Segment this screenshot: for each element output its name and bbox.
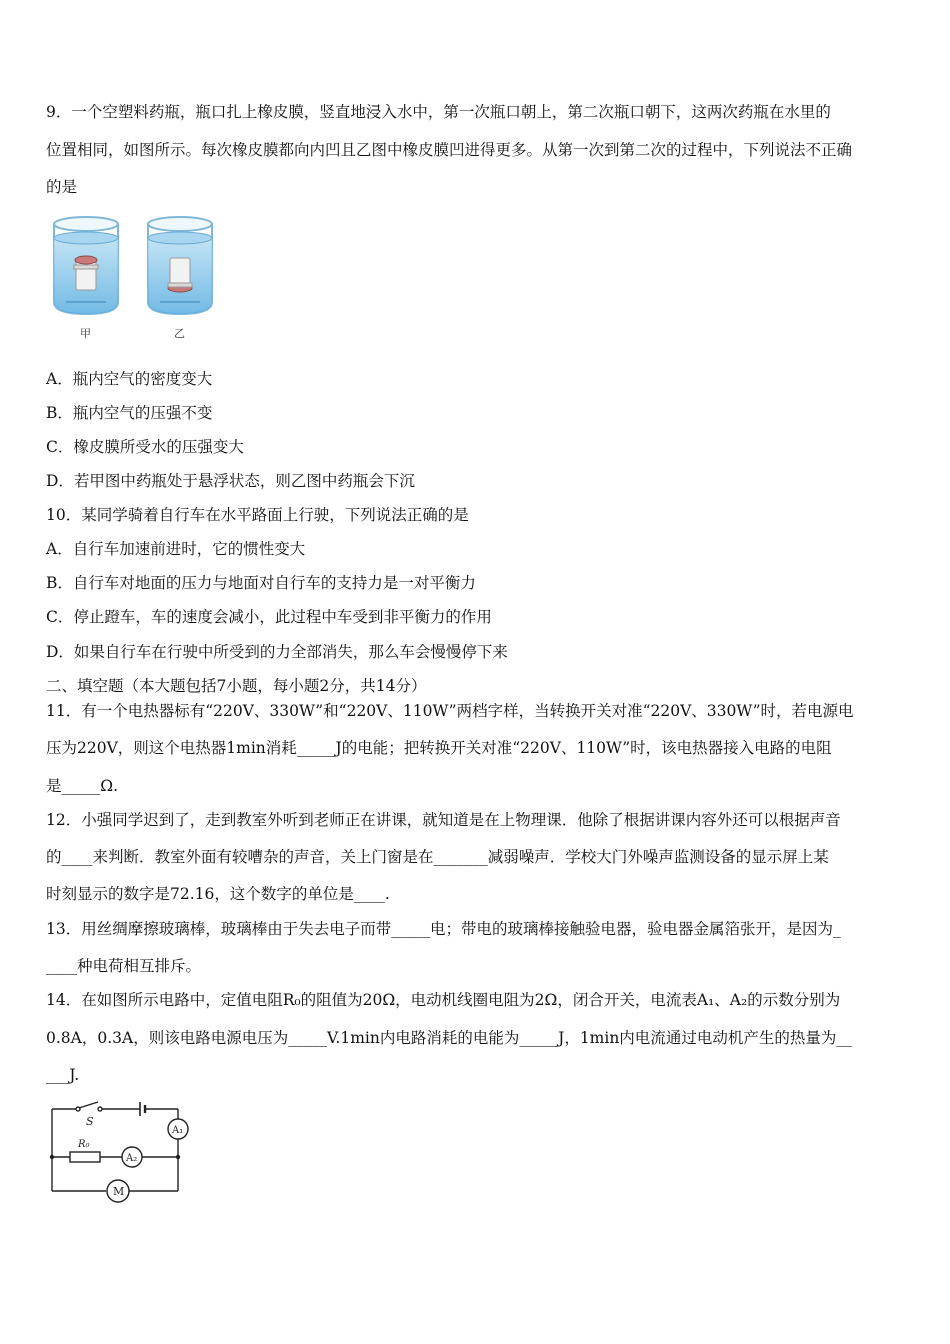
section-heading-fill-in: 二、填空题（本大题包括7小题，每小题2分，共14分） [46, 677, 427, 695]
q11-line-3: 是_____Ω. [46, 777, 119, 795]
q10-option-c: C．停止蹬车，车的速度会减小，此过程中车受到非平衡力的作用 [46, 608, 492, 626]
q9-option-c: C．橡皮膜所受水的压强变大 [46, 438, 244, 456]
q9-option-a: A．瓶内空气的密度变大 [46, 370, 213, 388]
q9-option-d: D．若甲图中药瓶处于悬浮状态，则乙图中药瓶会下沉 [46, 472, 415, 490]
q12-line-3: 时刻显示的数字是72.16，这个数字的单位是____. [46, 885, 390, 903]
q14-line-1: 14．在如图所示电路中，定值电阻R₀的阻值为20Ω，电动机线圈电阻为2Ω，闭合开关，电流表A₁、A₂的示数分别为 [46, 991, 841, 1009]
q10-option-d: D．如果自行车在行驶中所受到的力全部消失，那么车会慢慢停下来 [46, 643, 508, 661]
q14-line-3: ___J. [46, 1066, 80, 1084]
q9-stem-line-3: 的是 [46, 178, 78, 196]
switch-label: S [86, 1115, 94, 1128]
ammeter-a1-label: A₁ [172, 1125, 184, 1136]
q14-circuit-figure [46, 1095, 202, 1205]
q9-beakers-figure [46, 210, 226, 345]
q14-line-2: 0.8A，0.3A，则该电路电源电压为_____V.1min内电路消耗的电能为_____J，1min内电流通过电动机产生的热量为__ [46, 1029, 852, 1047]
q12-line-1: 12．小强同学迟到了，走到教室外听到老师正在讲课，就知道是在上物理课．他除了根据讲课内容外还可以根据声音 [46, 811, 841, 829]
q9-stem-line-1: 9．一个空塑料药瓶，瓶口扎上橡皮膜，竖直地浸入水中，第一次瓶口朝上，第二次瓶口朝下，这两次药瓶在水里的 [46, 103, 831, 121]
q11-line-1: 11．有一个电热器标有“220V、330W”和“220V、110W”两档字样，当转换开关对准“220V、330W”时，若电源电 [46, 702, 854, 720]
q9-option-b: B．瓶内空气的压强不变 [46, 404, 213, 422]
q10-option-b: B．自行车对地面的压力与地面对自行车的支持力是一对平衡力 [46, 574, 476, 592]
switch-blade [79, 1102, 98, 1108]
q13-line-1: 13．用丝绸摩擦玻璃棒，玻璃棒由于失去电子而带_____电；带电的玻璃棒接触验电器，验电器金属箔张开，是因为_ [46, 920, 841, 938]
ammeter-a2-label: A₂ [126, 1153, 138, 1164]
beaker-jia [54, 217, 118, 314]
beaker-yi [148, 217, 212, 314]
fig-label-jia: 甲 [80, 327, 91, 340]
q10-option-a: A．自行车加速前进时，它的惯性变大 [46, 540, 306, 558]
q9-stem-line-2: 位置相同，如图所示。每次橡皮膜都向内凹且乙图中橡皮膜凹进得更多。从第一次到第二次的过程中，下列说法不正确 [46, 141, 853, 159]
fig-label-yi: 乙 [174, 327, 185, 340]
q13-line-2: ____种电荷相互排斥。 [46, 957, 202, 975]
resistor-label: R₀ [78, 1139, 90, 1150]
q12-line-2: 的____来判断．教室外面有较嘈杂的声音，关上门窗是在_______减弱噪声．学校大门外噪声监测设备的显示屏上某 [46, 848, 829, 866]
q11-line-2: 压为220V，则这个电热器1min消耗_____J的电能；把转换开关对准“220V、110W”时，该电热器接入电路的电阻 [46, 739, 832, 757]
motor-label: M [113, 1185, 125, 1198]
q10-stem: 10．某同学骑着自行车在水平路面上行驶，下列说法正确的是 [46, 506, 469, 524]
